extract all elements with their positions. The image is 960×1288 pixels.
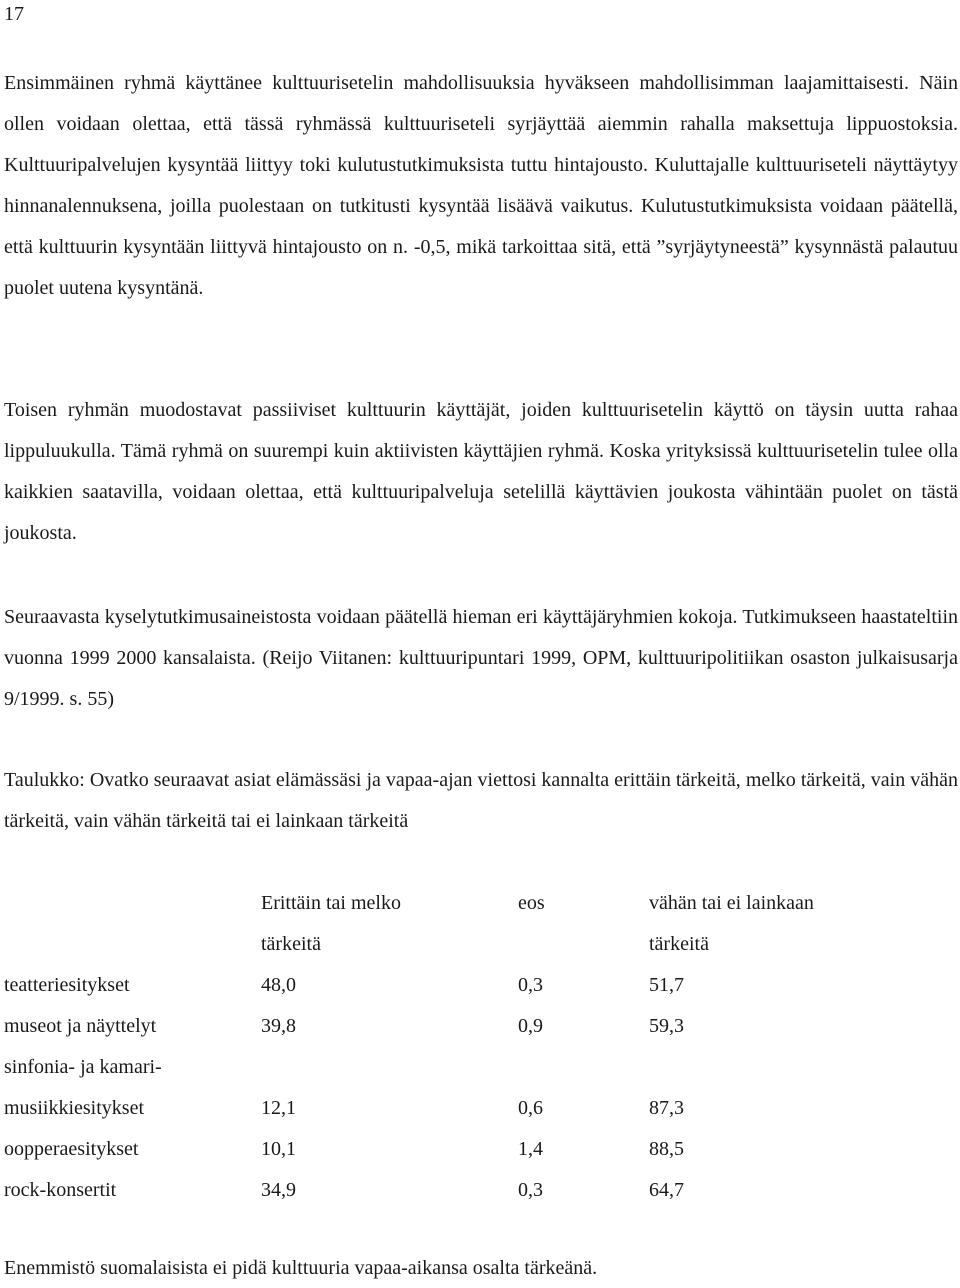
table-cell: 0,6 [518,1097,543,1119]
table-cell: sinfonia- ja kamari- [4,1056,162,1078]
table-cell: musiikkiesitykset [4,1097,144,1119]
table-row [4,1047,944,1088]
table-cell: 64,7 [649,1179,684,1201]
table-cell [261,1047,518,1088]
table-caption: Taulukko: Ovatko seuraavat asiat elämässäsi ja vapaa-ajan viettosi kannalta erittäin tärkeitä, melko tärkeitä, vain vähän tärkeitä, vain vähän tärkeitä tai ei lainkaan tärkeitä [4,769,958,832]
table-cell [518,1047,649,1088]
table-row [4,965,944,1006]
table-cell: 88,5 [649,1138,684,1160]
table-cell: 87,3 [649,1097,684,1119]
page-number: 17 [4,3,24,25]
header-cell: tärkeitä [261,933,321,955]
table-row [4,1088,944,1129]
table-cell: 51,7 [649,974,684,996]
header-cell: eos [518,892,545,914]
table-cell: 12,1 [261,1097,296,1119]
paragraph-survey-source: Seuraavasta kyselytutkimusaineistosta voidaan päätellä hieman eri käyttäjäryhmien kokoja. Tutkimukseen haastateltiin vuonna 1999 2000 kansalaista. (Reijo Viitanen: kulttuuripuntari 1999, OPM, kulttuuripolitiikan osaston julkaisusarja 9/1999. s. 55) [4,606,958,710]
table-cell: teatteriesitykset [4,974,130,996]
table-cell [649,1047,944,1088]
paragraph-first-group: Ensimmäinen ryhmä käyttänee kulttuurisetelin mahdollisuuksia hyväkseen mahdollisimman laajamittaisesti. Näin ollen voidaan olettaa, että tässä ryhmässä kulttuuriseteli syrjäyttää aiemmin rahalla maksettuja lippuostoksia. Kulttuuripalvelujen kysyntää liittyy toki kulutustutkimuksista tuttu hintajousto. Kuluttajalle kulttuuriseteli näyttäytyy hinnanalennuksena, joilla puolestaan on tutkitusti kysyntää lisäävä vaikutus. Kulutustutkimuksista voidaan päätellä, että kulttuurin kysyntään liittyvä hintajousto on n. -0,5, mikä tarkoittaa sitä, että ”syrjäytyneestä” kysynnästä palautuu puolet uutena kysyntänä. [4,72,958,299]
header-cell [4,883,261,924]
header-cell: tärkeitä [649,933,709,955]
table-header-row [4,924,944,965]
header-cell: vähän tai ei lainkaan [649,892,814,914]
table-cell: 39,8 [261,1015,296,1037]
table-cell: rock-konsertit [4,1179,117,1201]
table-cell: 59,3 [649,1015,684,1037]
table-cell: 48,0 [261,974,296,996]
table-cell: 0,9 [518,1015,543,1037]
table-cell: 34,9 [261,1179,296,1201]
table-cell: oopperaesitykset [4,1138,139,1160]
table-header-row [4,883,944,924]
table-row [4,1170,944,1211]
table-cell: 1,4 [518,1138,543,1160]
header-cell [4,924,261,965]
table-cell: museot ja näyttelyt [4,1015,157,1037]
table-row [4,1129,944,1170]
header-cell: Erittäin tai melko [261,892,401,914]
paragraph-conclusion: Enemmistö suomalaisista ei pidä kulttuuria vapaa-aikansa osalta tärkeänä. [4,1257,598,1279]
survey-table [4,883,944,1211]
header-cell [518,924,649,965]
table-row [4,1006,944,1047]
table-cell: 10,1 [261,1138,296,1160]
table-cell: 0,3 [518,1179,543,1201]
paragraph-second-group: Toisen ryhmän muodostavat passiiviset kulttuurin käyttäjät, joiden kulttuurisetelin käyttö on täysin uutta rahaa lippuluukulla. Tämä ryhmä on suurempi kuin aktiivisten käyttäjien ryhmä. Koska yrityksissä kulttuurisetelin tulee olla kaikkien saatavilla, voidaan olettaa, että kulttuuripalveluja setelillä käyttävien joukosta vähintään puolet on tästä joukosta. [4,399,958,544]
table-cell: 0,3 [518,974,543,996]
